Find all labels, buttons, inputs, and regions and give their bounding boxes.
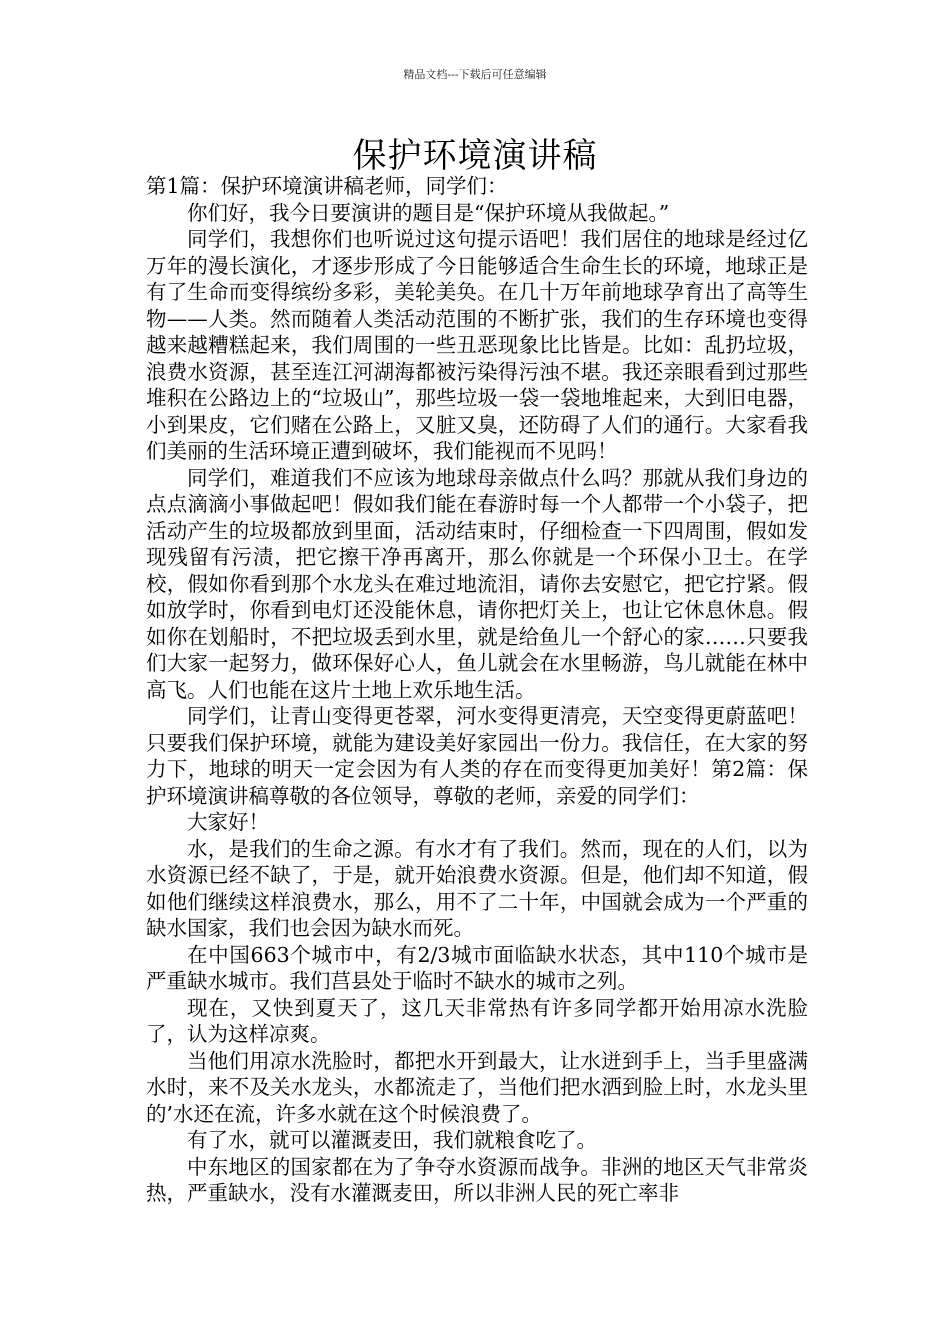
paragraph: 有了水，就可以灌溉麦田，我们就粮食吃了。 xyxy=(187,1128,597,1152)
paragraph: 现在，又快到夏天了，这几天非常热有许多同学都开始用凉水洗脸了，认为这样凉爽。 xyxy=(146,995,808,1046)
page-header-note: 精品文档---下载后可任意编辑 xyxy=(403,68,547,81)
document-body xyxy=(146,173,808,1207)
paragraph: 水，是我们的生命之源。有水才有了我们。然而，现在的人们，以为水资源已经不缺了，于是，就开始浪费水资源。但是，他们却不知道，假如他们继续这样浪费水，那么，用不了二十年，中国就会成为一个严重的缺水国家，我们也会因为缺水而死。 xyxy=(146,836,808,940)
paragraph: 在中国663个城市中，有2/3城市面临缺水状态，其中110个城市是严重缺水城市。我们莒县处于临时不缺水的城市之列。 xyxy=(146,942,808,993)
paragraph: 同学们，我想你们也听说过这句提示语吧！我们居住的地球是经过亿万年的漫长演化，才逐步形成了今日能够适合生命生长的环境，地球正是有了生命而变得缤纷多彩，美轮美奂。在几十万年前地球孕育出了高等生物——人类。然而随着人类活动范围的不断扩张，我们的生存环境也变得越来越糟糕起来，我们周围的一些丑恶现象比比皆是。比如：乱扔垃圾，浪费水资源，甚至连江河湖海都被污染得污浊不堪。我还亲眼看到过那些堆积在公路边上的“垃圾山”，那些垃圾一袋一袋地堆起来，大到旧电器，小到果皮，它们赌在公路上，又脏又臭，还防碍了人们的通行。大家看我们美丽的生活环境正遭到破坏，我们能视而不见吗！ xyxy=(146,227,808,463)
document-title: 保护环境演讲稿 xyxy=(352,136,598,176)
paragraph: 当他们用凉水洗脸时，都把水开到最大，让水迸到手上，当手里盛满水时，来不及关水龙头，水都流走了，当他们把水洒到脸上时，水龙头里的’水还在流，许多水就在这个时候浪费了。 xyxy=(146,1048,808,1126)
paragraph: 同学们，难道我们不应该为地球母亲做点什么吗？那就从我们身边的点点滴滴小事做起吧！假如我们能在春游时每一个人都带一个小袋子，把活动产生的垃圾都放到里面，活动结束时，仔细检查一下四周围，假如发现残留有污渍，把它擦干净再离开，那么你就是一个环保小卫士。在学校，假如你看到那个水龙头在难过地流泪，请你去安慰它，把它拧紧。假如放学时，你看到电灯还没能休息，请你把灯关上，也让它休息休息。假如你在划船时，不把垃圾丢到水里，就是给鱼儿一个舒心的家……只要我们大家一起努力，做环保好心人，鱼儿就会在水里畅游，鸟儿就能在林中高飞。人们也能在这片土地上欢乐地生活。 xyxy=(146,465,808,702)
paragraph: 你们好，我今日要演讲的题目是“保护环境从我做起。” xyxy=(187,200,670,225)
paragraph: 同学们，让青山变得更苍翠，河水变得更清亮，天空变得更蔚蓝吧！只要我们保护环境，就能为建设美好家园出一份力。我信任，在大家的努力下，地球的明天一定会因为有人类的存在而变得更加美好！第2篇：保护环境演讲稿尊敬的各位领导，尊敬的老师，亲爱的同学们： xyxy=(146,704,808,808)
paragraph: 第1篇：保护环境演讲稿老师，同学们： xyxy=(146,174,508,198)
paragraph: 大家好！ xyxy=(187,810,269,834)
paragraph: 中东地区的国家都在为了争夺水资源而战争。非洲的地区天气非常炎热，严重缺水，没有水灌溉麦田，所以非洲人民的死亡率非 xyxy=(146,1154,808,1205)
